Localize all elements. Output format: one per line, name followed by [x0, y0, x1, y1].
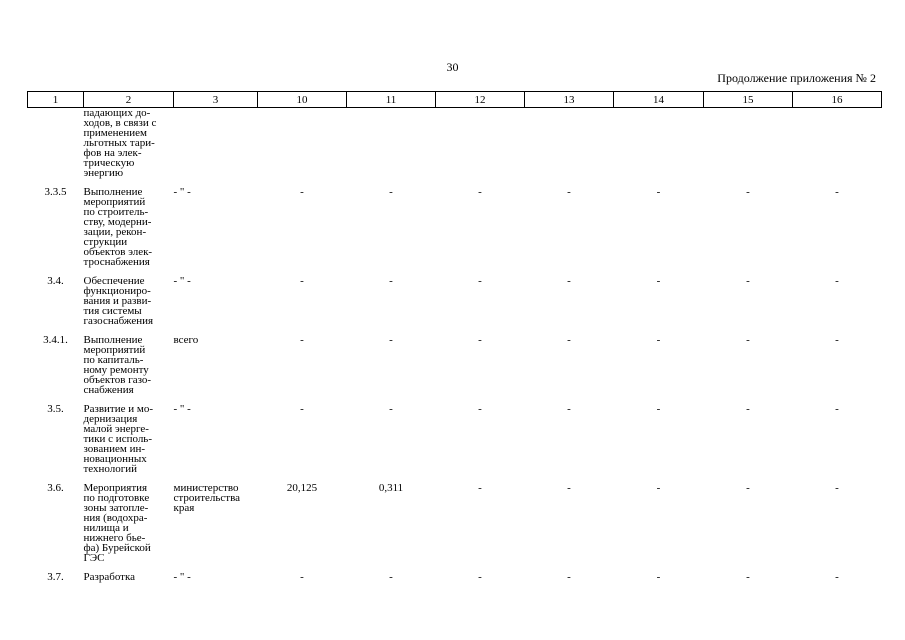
value-col-14: - [656, 571, 661, 583]
value-col-16: - [835, 275, 839, 287]
column-header: 11 [347, 92, 436, 108]
value-col-14: - [656, 186, 661, 198]
value-col-12: - [478, 186, 482, 198]
executor [174, 108, 258, 188]
value-col-13: - [567, 334, 571, 346]
value-col-10: - [300, 334, 304, 346]
measure-name: падающих до- ходов, в связи с применением льготных тари- фов на элек- трическую энергию [83, 107, 157, 179]
measure-name: Обеспечение функциониро- вания и разви- тия системы газоснабжения [83, 275, 154, 327]
value-col-16: - [835, 571, 839, 583]
page-number: 30 [446, 60, 459, 74]
value-col-14: - [656, 403, 661, 415]
value-col-11: - [389, 186, 393, 198]
value-col-15: - [746, 334, 750, 346]
value-col-12: - [478, 482, 482, 494]
value-col-10: - [300, 403, 304, 415]
column-header: 14 [614, 92, 704, 108]
executor: - " - [173, 275, 191, 287]
row-number: 3.5. [47, 403, 64, 415]
table-row [28, 335, 882, 404]
row-number: 3.6. [47, 482, 64, 494]
value-col-16: - [835, 403, 839, 415]
value-col-16: - [835, 482, 839, 494]
table-row [28, 404, 882, 483]
row-number: 3.7. [47, 571, 64, 583]
column-header: 10 [258, 92, 347, 108]
value-col-16 [793, 108, 882, 188]
column-header: 2 [84, 92, 174, 108]
value-col-11: - [389, 334, 393, 346]
value-col-11: 0,311 [378, 482, 404, 494]
value-col-10: - [300, 186, 304, 198]
row-number: 3.3.5 [44, 186, 67, 198]
header-row [28, 92, 882, 108]
row-number [28, 108, 84, 188]
value-col-12 [436, 108, 525, 188]
table-row [28, 276, 882, 335]
value-col-11: - [389, 275, 393, 287]
value-col-13: - [567, 186, 571, 198]
table-row [28, 572, 882, 582]
value-col-14: - [656, 482, 661, 494]
value-col-13: - [567, 482, 571, 494]
measure-name: Развитие и мо- дернизация малой энерге- тики с исполь- зованием ин- новационных технологий [83, 403, 154, 475]
value-col-15 [704, 108, 793, 188]
appendix-table [27, 91, 882, 582]
measure-name: Выполнение мероприятий по капиталь- ному ремонту объектов газо- снабжения [83, 334, 152, 396]
table-row [28, 108, 882, 188]
value-col-13 [525, 108, 614, 188]
measure-name: Выполнение мероприятий по строитель- ству, модерни- зации, рекон- струкции объектов элек- троснабжения [83, 186, 153, 268]
row-number: 3.4. [47, 275, 64, 287]
table-row [28, 187, 882, 276]
value-col-16: - [835, 334, 839, 346]
column-header: 1 [28, 92, 84, 108]
column-header: 16 [793, 92, 882, 108]
value-col-15: - [746, 571, 750, 583]
column-header: 3 [174, 92, 258, 108]
measure-name: Разработка [83, 571, 136, 583]
value-col-15: - [746, 403, 750, 415]
value-col-12: - [478, 571, 482, 583]
value-col-10: 20,125 [286, 482, 318, 494]
value-col-14: - [656, 275, 661, 287]
value-col-10: - [300, 275, 304, 287]
row-number: 3.4.1. [43, 334, 68, 346]
value-col-14: - [656, 334, 661, 346]
executor: министерство строительства края [173, 482, 241, 514]
value-col-10 [258, 108, 347, 188]
column-header: 15 [704, 92, 793, 108]
value-col-15: - [746, 275, 750, 287]
value-col-15: - [746, 482, 750, 494]
value-col-13: - [567, 571, 571, 583]
column-header: 12 [436, 92, 525, 108]
value-col-11 [347, 108, 436, 188]
value-col-16: - [835, 186, 839, 198]
executor: - " - [173, 403, 191, 415]
value-col-11: - [389, 403, 393, 415]
value-col-10: - [300, 571, 304, 583]
column-header: 13 [525, 92, 614, 108]
value-col-12: - [478, 334, 482, 346]
measure-name: Мероприятия по подготовке зоны затопле- ния (водохра- нилища и нижнего бье- фа) Бурейской ГЭС [83, 482, 151, 564]
executor: - " - [173, 186, 191, 198]
value-col-12: - [478, 275, 482, 287]
value-col-12: - [478, 403, 482, 415]
executor: - " - [173, 571, 191, 583]
executor: всего [173, 334, 199, 346]
value-col-14 [614, 108, 704, 188]
value-col-13: - [567, 403, 571, 415]
table-row [28, 483, 882, 572]
value-col-15: - [746, 186, 750, 198]
value-col-13: - [567, 275, 571, 287]
value-col-11: - [389, 571, 393, 583]
appendix-continuation-label: Продолжение приложения № 2 [717, 71, 876, 85]
